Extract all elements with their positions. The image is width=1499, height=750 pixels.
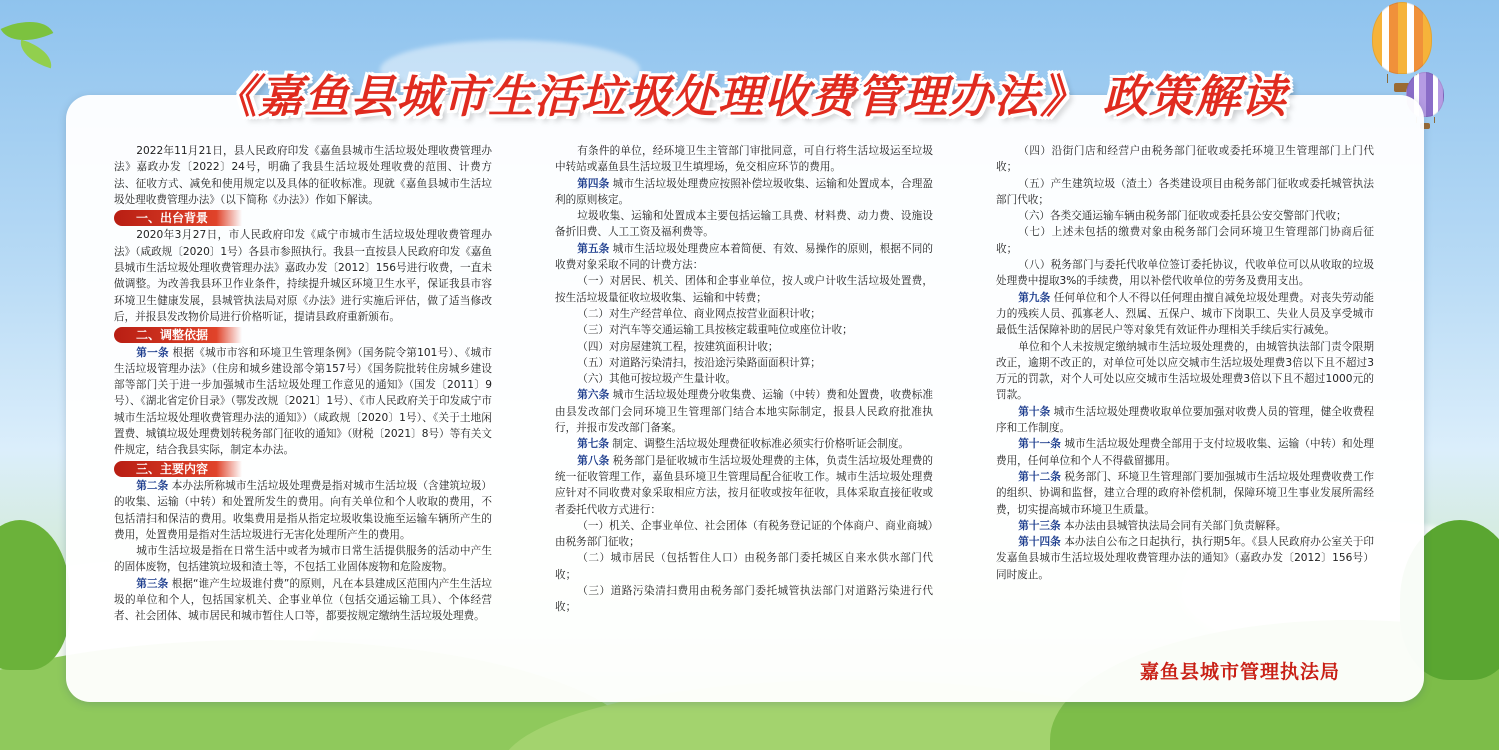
article-14 bbox=[996, 534, 1374, 583]
background-tree bbox=[0, 520, 70, 670]
list-item: （四）沿街门店和经营户由税务部门征收或委托环境卫生管理部门上门代收； bbox=[996, 145, 1374, 174]
article-1-label: 第一条 bbox=[136, 346, 169, 359]
article-12-text: 税务部门、环境卫生管理部门要加强城市生活垃圾处理费收费工作的组织、协调和监督，建立合理的政府补偿机制，保障环境卫生事业发展所需经费，切实提高城市环境卫生质量。 bbox=[996, 470, 1374, 516]
article-12 bbox=[996, 469, 1374, 518]
list-item: （四）对房屋建筑工程，按建筑面积计收； bbox=[577, 340, 779, 353]
article-9 bbox=[996, 290, 1374, 339]
article-6 bbox=[555, 387, 933, 436]
article-3-start bbox=[114, 576, 492, 625]
article-2-label: 第二条 bbox=[136, 479, 169, 492]
article-3-label: 第三条 bbox=[136, 577, 169, 590]
list-item: （一）对居民、机关、团体和企事业单位，按人或户计收生活垃圾处置费，按生活垃圾量征收垃圾收集、运输和中转费； bbox=[555, 275, 933, 304]
article-13 bbox=[996, 518, 1374, 534]
article-14-text: 本办法自公布之日起执行，执行期5年。《县人民政府办公室关于印发嘉鱼县城市生活垃圾处理收费管理办法的通知》（嘉政办发〔2012〕156号）同时废止。 bbox=[996, 536, 1375, 581]
article-7-text: 制定、调整生活垃圾处理费征收标准必须实行价格听证会制度。 bbox=[612, 438, 910, 451]
article-6-label: 第六条 bbox=[577, 389, 610, 402]
list-item: （六）其他可按垃圾产生量计收。 bbox=[577, 373, 737, 386]
list-item: （五）对道路污染清扫，按沿途污染路面面积计算； bbox=[577, 356, 821, 369]
article-5-label: 第五条 bbox=[577, 242, 610, 255]
list-item: （六）各类交通运输车辆由税务部门征收或委托县公安交警部门代收； bbox=[1018, 210, 1347, 223]
article-7 bbox=[555, 436, 933, 452]
issuer-name: 嘉鱼县城市管理执法局 bbox=[1140, 661, 1341, 683]
article-2-paragraph-2: 城市生活垃圾是指在日常生活中或者为城市日常生活提供服务的活动中产生的固体废物，包括建筑垃圾和渣土等，不包括工业固体废物和危险废物。 bbox=[114, 545, 492, 574]
article-8-text: 税务部门是征收城市生活垃圾处理费的主体，负责生活垃圾处理费的统一征收管理工作，嘉鱼县环境卫生管理局配合征收工作。城市生活垃圾处理费应针对不同收费对象采取相应方法，按月征收或按年征收，具体采取直接征收或者委托代收方式进行： bbox=[555, 454, 934, 516]
article-7-label: 第七条 bbox=[577, 438, 610, 451]
article-4-paragraph-2: 垃圾收集、运输和处置成本主要包括运输工具费、材料费、动力费、设施设备折旧费、人工工资及福利费等。 bbox=[555, 210, 933, 239]
article-5 bbox=[555, 241, 933, 274]
column-left bbox=[114, 143, 492, 625]
article-2-text: 本办法所称城市生活垃圾处理费是指对城市生活垃圾（含建筑垃圾）的收集、运输（中转）和处置所发生的费用。向有关单位和个人收取的费用，不包括清扫和保洁的费用。收集费用是指从指定垃圾收集设施至运输车辆所产生的费用，处置费用是指对生活垃圾进行无害化处理所产生的费用。 bbox=[114, 479, 493, 541]
list-item: （三）对汽车等交通运输工具按核定载重吨位或座位计收； bbox=[577, 324, 853, 337]
article-12-label: 第十二条 bbox=[1018, 470, 1061, 483]
article-14-label: 第十四条 bbox=[1018, 536, 1061, 549]
section-heading-background: 一、出台背景 bbox=[114, 210, 242, 226]
article-10-text: 城市生活垃圾处理费收取单位要加强对收费人员的管理，健全收费程序和工作制度。 bbox=[996, 405, 1375, 435]
article-13-label: 第十三条 bbox=[1018, 519, 1061, 532]
article-6-text: 城市生活垃圾处理费分收集费、运输（中转）费和处置费，收费标准由县发改部门会同环境卫生管理部门结合本地实际制定，报县人民政府批准执行，并报市发改部门备案。 bbox=[555, 389, 934, 435]
article-13-text: 本办法由县城管执法局会同有关部门负责解释。 bbox=[1064, 519, 1287, 532]
list-item: （一）机关、企事业单位、社会团体（有税务登记证的个体商户、商业商城）由税务部门征收； bbox=[555, 519, 933, 549]
article-11-text: 城市生活垃圾处理费全部用于支付垃圾收集、运输（中转）和处理费用，任何单位和个人不得截留挪用。 bbox=[996, 438, 1374, 467]
article-10 bbox=[996, 404, 1374, 437]
list-item: （三）道路污染清扫费用由税务部门委托城管执法部门对道路污染进行代收； bbox=[555, 585, 933, 614]
article-3-text: 根据“谁产生垃圾谁付费”的原则，凡在本县建成区范围内产生生活垃圾的单位和个人，包括国家机关、企事业单位（包括交通运输工具）、个体经营者、社会团体、城市居民和城市暂住人口等，都要按规定缴纳生活垃圾处理费。 bbox=[114, 577, 493, 623]
article-4-label: 第四条 bbox=[577, 177, 610, 190]
background-paragraph: 2020年3月27日，市人民政府印发《咸宁市城市生活垃圾处理收费管理办法》（咸政规〔2020〕1号）各县市参照执行。我县一直按县人民政府印发《嘉鱼县城市生活垃圾处理收费管理办法》嘉政办发〔2012〕156号进行收费，一直未做调整。为改善我县环卫作业条件，持续提升城区环境卫生水平，保证我县市容环境卫生健康发展，县城管执法局对原《办法》进行实施后评估，做了适当修改后，并报县发改物价局进行价格听证，提请县政府重新颁布。 bbox=[114, 229, 492, 323]
list-item: （二）对生产经营单位、商业网点按营业面积计收； bbox=[577, 307, 821, 320]
article-1-text: 根据《城市市容和环境卫生管理条例》（国务院令第101号）、《城市生活垃圾管理办法》（住房和城乡建设部令第157号）《国务院批转住房城乡建设部等部门关于进一步加强城市生活垃圾处理工作意见的通知》（国发〔2011〕9号）、《湖北省定价目录》（鄂发改规〔2021〕1号）、《市人民政府关于印发咸宁市城市生活垃圾处理收费管理办法的通知》）（咸政规〔2020〕1号）、《关于土地闲置费、城镇垃圾处理费划转税务部门征收的通知》（财税〔2021〕8号）等有关文件规定，结合我县实际，制定本办法。 bbox=[114, 346, 493, 457]
section-heading-content: 三、主要内容 bbox=[114, 461, 242, 477]
article-9-text: 任何单位和个人不得以任何理由擅自减免垃圾处理费。对丧失劳动能力的残疾人员、孤寡老人、烈属、五保户、城市下岗职工、失业人员及享受城市最低生活保障补助的居民户等对象凭有效证件办理相关手续后实行减免。 bbox=[996, 291, 1375, 337]
article-11 bbox=[996, 436, 1374, 469]
article-8-label: 第八条 bbox=[577, 454, 610, 467]
column-right bbox=[996, 143, 1374, 583]
article-2 bbox=[114, 478, 492, 543]
article-3-paragraph-2: 有条件的单位，经环境卫生主管部门审批同意，可自行将生活垃圾运至垃圾中转站或嘉鱼县生活垃圾卫生填埋场，免交相应环节的费用。 bbox=[555, 145, 933, 174]
article-11-label: 第十一条 bbox=[1018, 438, 1061, 451]
article-9-paragraph-2: 单位和个人未按规定缴纳城市生活垃圾处理费的，由城管执法部门责令限期改正，逾期不改正的，对单位可处以应交城市生活垃圾处理费3倍以下且不超过3万元的罚款，对个人可处以应交城市生活垃圾处理费3倍以下且不超过1000元的罚款。 bbox=[996, 340, 1374, 402]
article-4 bbox=[555, 176, 933, 209]
column-middle bbox=[555, 143, 933, 616]
article-10-label: 第十条 bbox=[1018, 405, 1051, 418]
section-heading-basis: 二、调整依据 bbox=[114, 327, 242, 343]
intro-paragraph: 2022年11月21日，县人民政府印发《嘉鱼县城市生活垃圾处理收费管理办法》嘉政办发〔2022〕24号，明确了我县生活垃圾处理收费的范围、计费方法、征收方式、减免和使用规定以及具体的征收标准。现就《嘉鱼县城市生活垃圾处理收费管理办法》（以下简称《办法》）作如下解读。 bbox=[114, 145, 492, 206]
article-9-label: 第九条 bbox=[1018, 291, 1051, 304]
article-1 bbox=[114, 345, 492, 459]
page-title: 《嘉鱼县城市生活垃圾处理收费管理办法》 政策解读 bbox=[212, 70, 1287, 123]
list-item: （二）城市居民（包括暂住人口）由税务部门委托城区自来水供水部门代收； bbox=[555, 552, 933, 581]
list-item: （七）上述未包括的缴费对象由税务部门会同环境卫生管理部门协商后征收； bbox=[996, 226, 1374, 255]
list-item: （五）产生建筑垃圾（渣土）各类建设项目由税务部门征收或委托城管执法部门代收； bbox=[996, 177, 1374, 206]
article-5-text: 城市生活垃圾处理费应本着简便、有效、易操作的原则，根据不同的收费对象采取不同的计费方法： bbox=[555, 242, 934, 272]
article-4-text: 城市生活垃圾处理费应按照补偿垃圾收集、运输和处置成本，合理盈利的原则核定。 bbox=[555, 177, 934, 206]
article-8 bbox=[555, 453, 933, 518]
list-item: （八）税务部门与委托代收单位签订委托协议，代收单位可以从收取的垃圾处理费中提取3%的手续费，用以补偿代收单位的劳务及费用支出。 bbox=[996, 259, 1374, 288]
